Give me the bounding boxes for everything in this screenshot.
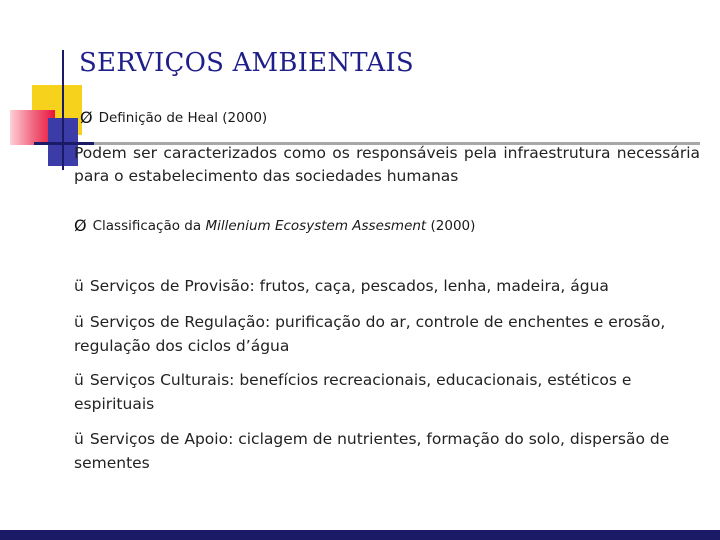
list-item-support: ü Serviços de Apoio: ciclagem de nutrientes, formação do solo, dispersão de sementes <box>74 430 670 472</box>
checkmark-icon: ü <box>74 430 84 448</box>
list-item-regulation: ü Serviços de Regulação: purificação do ar, controle de enchentes e erosão, regulação dos ciclos d’água <box>74 313 666 355</box>
slide-title: SERVIÇOS AMBIENTAIS <box>79 48 414 78</box>
checkmark-icon: ü <box>74 277 84 295</box>
decor-vertical-line <box>62 50 64 170</box>
heading-definition <box>80 108 267 127</box>
intro-paragraph: Podem ser caracterizados como os responsáveis pela infraestrutura necessária para o estabelecimento das sociedades humanas <box>74 144 700 185</box>
heading-definition-text: Definição de Heal (2000) <box>98 109 268 126</box>
list-item-provision: ü Serviços de Provisão: frutos, caça, pescados, lenha, madeira, água <box>74 277 609 295</box>
checkmark-icon: ü <box>74 371 84 389</box>
arrow-bullet-icon: Ø <box>74 216 87 235</box>
heading-classification-text: Classificação da Millenium Ecosystem Assesment (2000) <box>92 217 476 234</box>
list-item-cultural: ü Serviços Culturais: benefícios recreacionais, educacionais, estéticos e espirituais <box>74 371 632 413</box>
bottom-bar <box>0 530 720 540</box>
heading-classification <box>74 216 475 235</box>
arrow-bullet-icon: Ø <box>80 108 93 127</box>
checkmark-icon: ü <box>74 313 84 331</box>
